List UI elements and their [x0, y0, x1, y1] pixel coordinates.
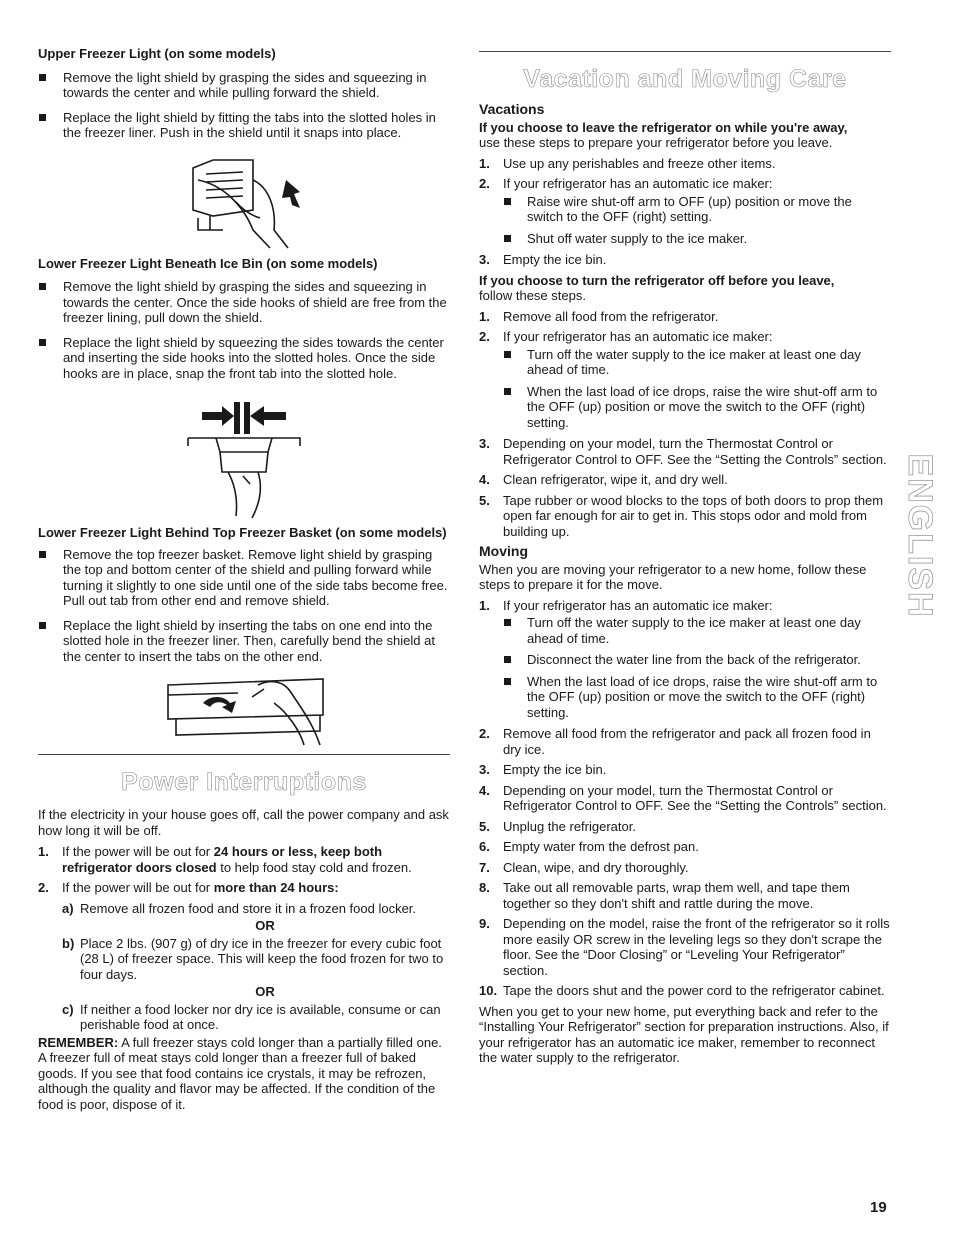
section-divider	[479, 51, 891, 52]
step-number: 2.	[38, 880, 49, 895]
step-number: 8.	[479, 880, 490, 895]
step-number: 4.	[479, 782, 490, 798]
moving-heading: Moving	[479, 543, 528, 559]
upper-freezer-list	[38, 70, 450, 141]
list-item: Disconnect the water line from the back of the refrigerator.	[479, 652, 891, 668]
list-item: Turn off the water supply to the ice maker at least one day ahead of time.	[479, 347, 891, 378]
list-item: Remove the light shield by grasping the sides and squeezing in towards the center. Once the side hooks of shield are free from the freezer lining, pull down the shield.	[38, 279, 450, 326]
basket-light-shield-illustration	[38, 673, 450, 748]
substep-label: c)	[62, 1001, 74, 1017]
vacations-heading: Vacations	[479, 101, 545, 117]
step-number: 1.	[479, 155, 490, 171]
list-item: 1. If the power will be out for 24 hours or less, keep both refrigerator doors closed to help food stay cold and frozen.	[38, 844, 412, 875]
step-number: 3.	[479, 762, 490, 777]
list-item: Replace the light shield by fitting the tabs into the slotted holes in the freezer liner. Push in the shield until it snaps into place.	[38, 110, 450, 141]
ice-maker-substeps	[479, 615, 891, 720]
step-number: 9.	[479, 916, 490, 931]
step-number: 1.	[38, 844, 49, 859]
list-item: 2. If your refrigerator has an automatic ice maker: Turn off the water supply to the ice maker at least one day ahead of time. When the last load of ice drops, raise the wire shut-off arm to the OFF (up) position or move the switch to the OFF (right) setting.	[479, 329, 891, 430]
step-number: 2.	[479, 726, 490, 741]
remember-note: REMEMBER: A full freezer stays cold longer than a partially filled one. A freezer full of meat stays cold longer than a freezer full of baked goods. If you see that food contains ice crystals, it may be refrozen, although the quality and flavor may be affected. If the condition of the food is poor, dispose of it.	[38, 1034, 442, 1112]
list-item: 7. Clean, wipe, and dry thoroughly.	[479, 859, 689, 875]
list-item: b) Place 2 lbs. (907 g) of dry ice in the freezer for every cubic foot (28 L) of freezer space. This will keep the food frozen for two to four days.	[62, 935, 444, 982]
list-item: 5. Unplug the refrigerator.	[479, 818, 636, 834]
upper-light-shield-illustration	[38, 150, 450, 250]
list-item: Replace the light shield by squeezing the sides towards the center and inserting the side hooks into the slotted holes. Once the side hooks are in place, snap the front tab into the slotted hole.	[38, 335, 450, 382]
list-item: 4. Depending on your model, turn the Thermostat Control or Refrigerator Control to OFF. See the “Setting the Controls” section.	[479, 782, 887, 813]
power-steps	[38, 844, 450, 896]
power-substeps	[38, 901, 450, 1033]
step-number: 1.	[479, 308, 490, 324]
step-number: 7.	[479, 859, 490, 875]
lower-ice-bin-list	[38, 279, 450, 381]
power-interruptions-title: Power Interruptions	[121, 768, 367, 796]
list-item: 2. If the power will be out for more than 24 hours:	[38, 880, 339, 895]
list-item: 3. Depending on your model, turn the Thermostat Control or Refrigerator Control to OFF. See the “Setting the Controls” section.	[479, 436, 887, 467]
lower-ice-bin-heading: Lower Freezer Light Beneath Ice Bin (on some models)	[38, 255, 378, 271]
leave-on-steps	[479, 156, 891, 268]
left-column	[38, 46, 450, 1112]
language-tab-label: ENGLISH	[900, 453, 939, 619]
list-item: 6. Empty water from the defrost pan.	[479, 839, 699, 854]
turn-off-heading: If you choose to turn the refrigerator off before you leave,	[479, 272, 835, 288]
step-number: 4.	[479, 472, 490, 487]
list-item: a) Remove all frozen food and store it in a frozen food locker.	[62, 900, 417, 916]
lower-light-shield-illustration	[38, 388, 450, 523]
list-item: 9. Depending on the model, raise the front of the refrigerator so it rolls more easily OR screw in the leveling legs so they don't scrape the floor. See the “Door Closing” or “Leveling Your Refrigerator” section.	[479, 916, 890, 978]
list-item: c) If neither a food locker nor dry ice is available, consume or can perishable food at once.	[62, 1001, 441, 1032]
turn-off-intro: follow these steps.	[479, 288, 586, 303]
list-item: Remove the top freezer basket. Remove light shield by grasping the top and bottom center of the shield and pulling forward while turning it slightly to one side until one of the side tabs become free. Pull out tab from other end and remove shield.	[38, 547, 450, 609]
step-number: 10.	[479, 983, 498, 998]
list-item: 3. Empty the ice bin.	[479, 252, 607, 267]
turn-off-steps	[479, 309, 891, 540]
moving-closing: When you get to your new home, put everything back and refer to the “Installing Your Refrigerator” section for preparation instructions. Also, if your refrigerator has an automatic ice maker, remember to reconnect the water supply to the refrigerator.	[479, 1003, 889, 1065]
list-item: 1. Remove all food from the refrigerator.	[479, 308, 719, 324]
list-item: When the last load of ice drops, raise the wire shut-off arm to the OFF (up) position or move the switch to the OFF (right) setting.	[479, 674, 891, 721]
moving-steps	[479, 598, 891, 999]
power-intro: If the electricity in your house goes off, call the power company and ask how long it will be off.	[38, 807, 449, 838]
step-number: 5.	[479, 492, 490, 508]
list-item: Shut off water supply to the ice maker.	[479, 231, 891, 247]
step-number: 1.	[479, 597, 490, 613]
list-item: Turn off the water supply to the ice maker at least one day ahead of time.	[479, 615, 891, 646]
list-item: 8. Take out all removable parts, wrap them well, and tape them together so they don't shift and rattle during the move.	[479, 880, 850, 911]
list-item: Remove the light shield by grasping the sides and squeezing in towards the center and while pulling forward the shield.	[38, 70, 450, 101]
lower-basket-list	[38, 547, 450, 665]
step-number: 3.	[479, 436, 490, 451]
list-item: 4. Clean refrigerator, wipe it, and dry well.	[479, 472, 728, 487]
list-item: 1. Use up any perishables and freeze other items.	[479, 155, 776, 171]
ice-maker-substeps	[479, 347, 891, 431]
ice-maker-substeps	[479, 194, 891, 247]
lower-basket-heading: Lower Freezer Light Behind Top Freezer Basket (on some models)	[38, 525, 447, 540]
step-number: 6.	[479, 839, 490, 854]
list-item: 1. If your refrigerator has an automatic ice maker: Turn off the water supply to the ice maker at least one day ahead of time. Disconnect the water line from the back of the refrigerator. When the last load of ice drops, raise the wire shut-off arm to the OFF (up) position or move the switch to the OFF (right) setting.	[479, 598, 891, 721]
list-item: 2. Remove all food from the refrigerator and pack all frozen food in dry ice.	[479, 726, 871, 757]
section-divider	[38, 754, 450, 755]
list-item: Raise wire shut-off arm to OFF (up) position or move the switch to the OFF (right) setting.	[479, 194, 891, 225]
list-item: Replace the light shield by inserting the tabs on one end into the slotted hole in the freezer liner. Then, carefully bend the shield at the center to insert the tabs on the other end.	[38, 618, 450, 665]
vacation-moving-title: Vacation and Moving Care	[523, 65, 847, 93]
leave-on-intro: use these steps to prepare your refrigerator before you leave.	[479, 135, 833, 150]
leave-on-heading: If you choose to leave the refrigerator on while you're away,	[479, 119, 848, 135]
list-item: 2. If your refrigerator has an automatic ice maker: Raise wire shut-off arm to OFF (up) position or move the switch to the OFF (right) setting. Shut off water supply to the ice maker.	[479, 176, 891, 246]
list-item: 3. Empty the ice bin.	[479, 762, 607, 777]
or-divider: OR	[255, 984, 275, 999]
language-side-tab	[899, 450, 939, 622]
substep-label: b)	[62, 935, 75, 951]
list-item: 5. Tape rubber or wood blocks to the tops of both doors to prop them open far enough for air to get in. This stops odor and mold from building up.	[479, 492, 884, 539]
substep-label: a)	[62, 900, 74, 916]
step-number: 2.	[479, 176, 490, 191]
list-item: When the last load of ice drops, raise the wire shut-off arm to the OFF (up) position or move the switch to the OFF (right) setting.	[479, 384, 891, 431]
or-divider: OR	[255, 918, 275, 933]
moving-intro: When you are moving your refrigerator to a new home, follow these steps to prepare it for the move.	[479, 561, 867, 592]
right-column	[479, 46, 891, 1066]
step-number: 3.	[479, 252, 490, 267]
step-number: 2.	[479, 329, 490, 344]
step-number: 5.	[479, 818, 490, 834]
upper-freezer-heading: Upper Freezer Light (on some models)	[38, 46, 276, 61]
list-item: 10. Tape the doors shut and the power cord to the refrigerator cabinet.	[479, 983, 885, 998]
page-number: 19	[870, 1199, 887, 1216]
